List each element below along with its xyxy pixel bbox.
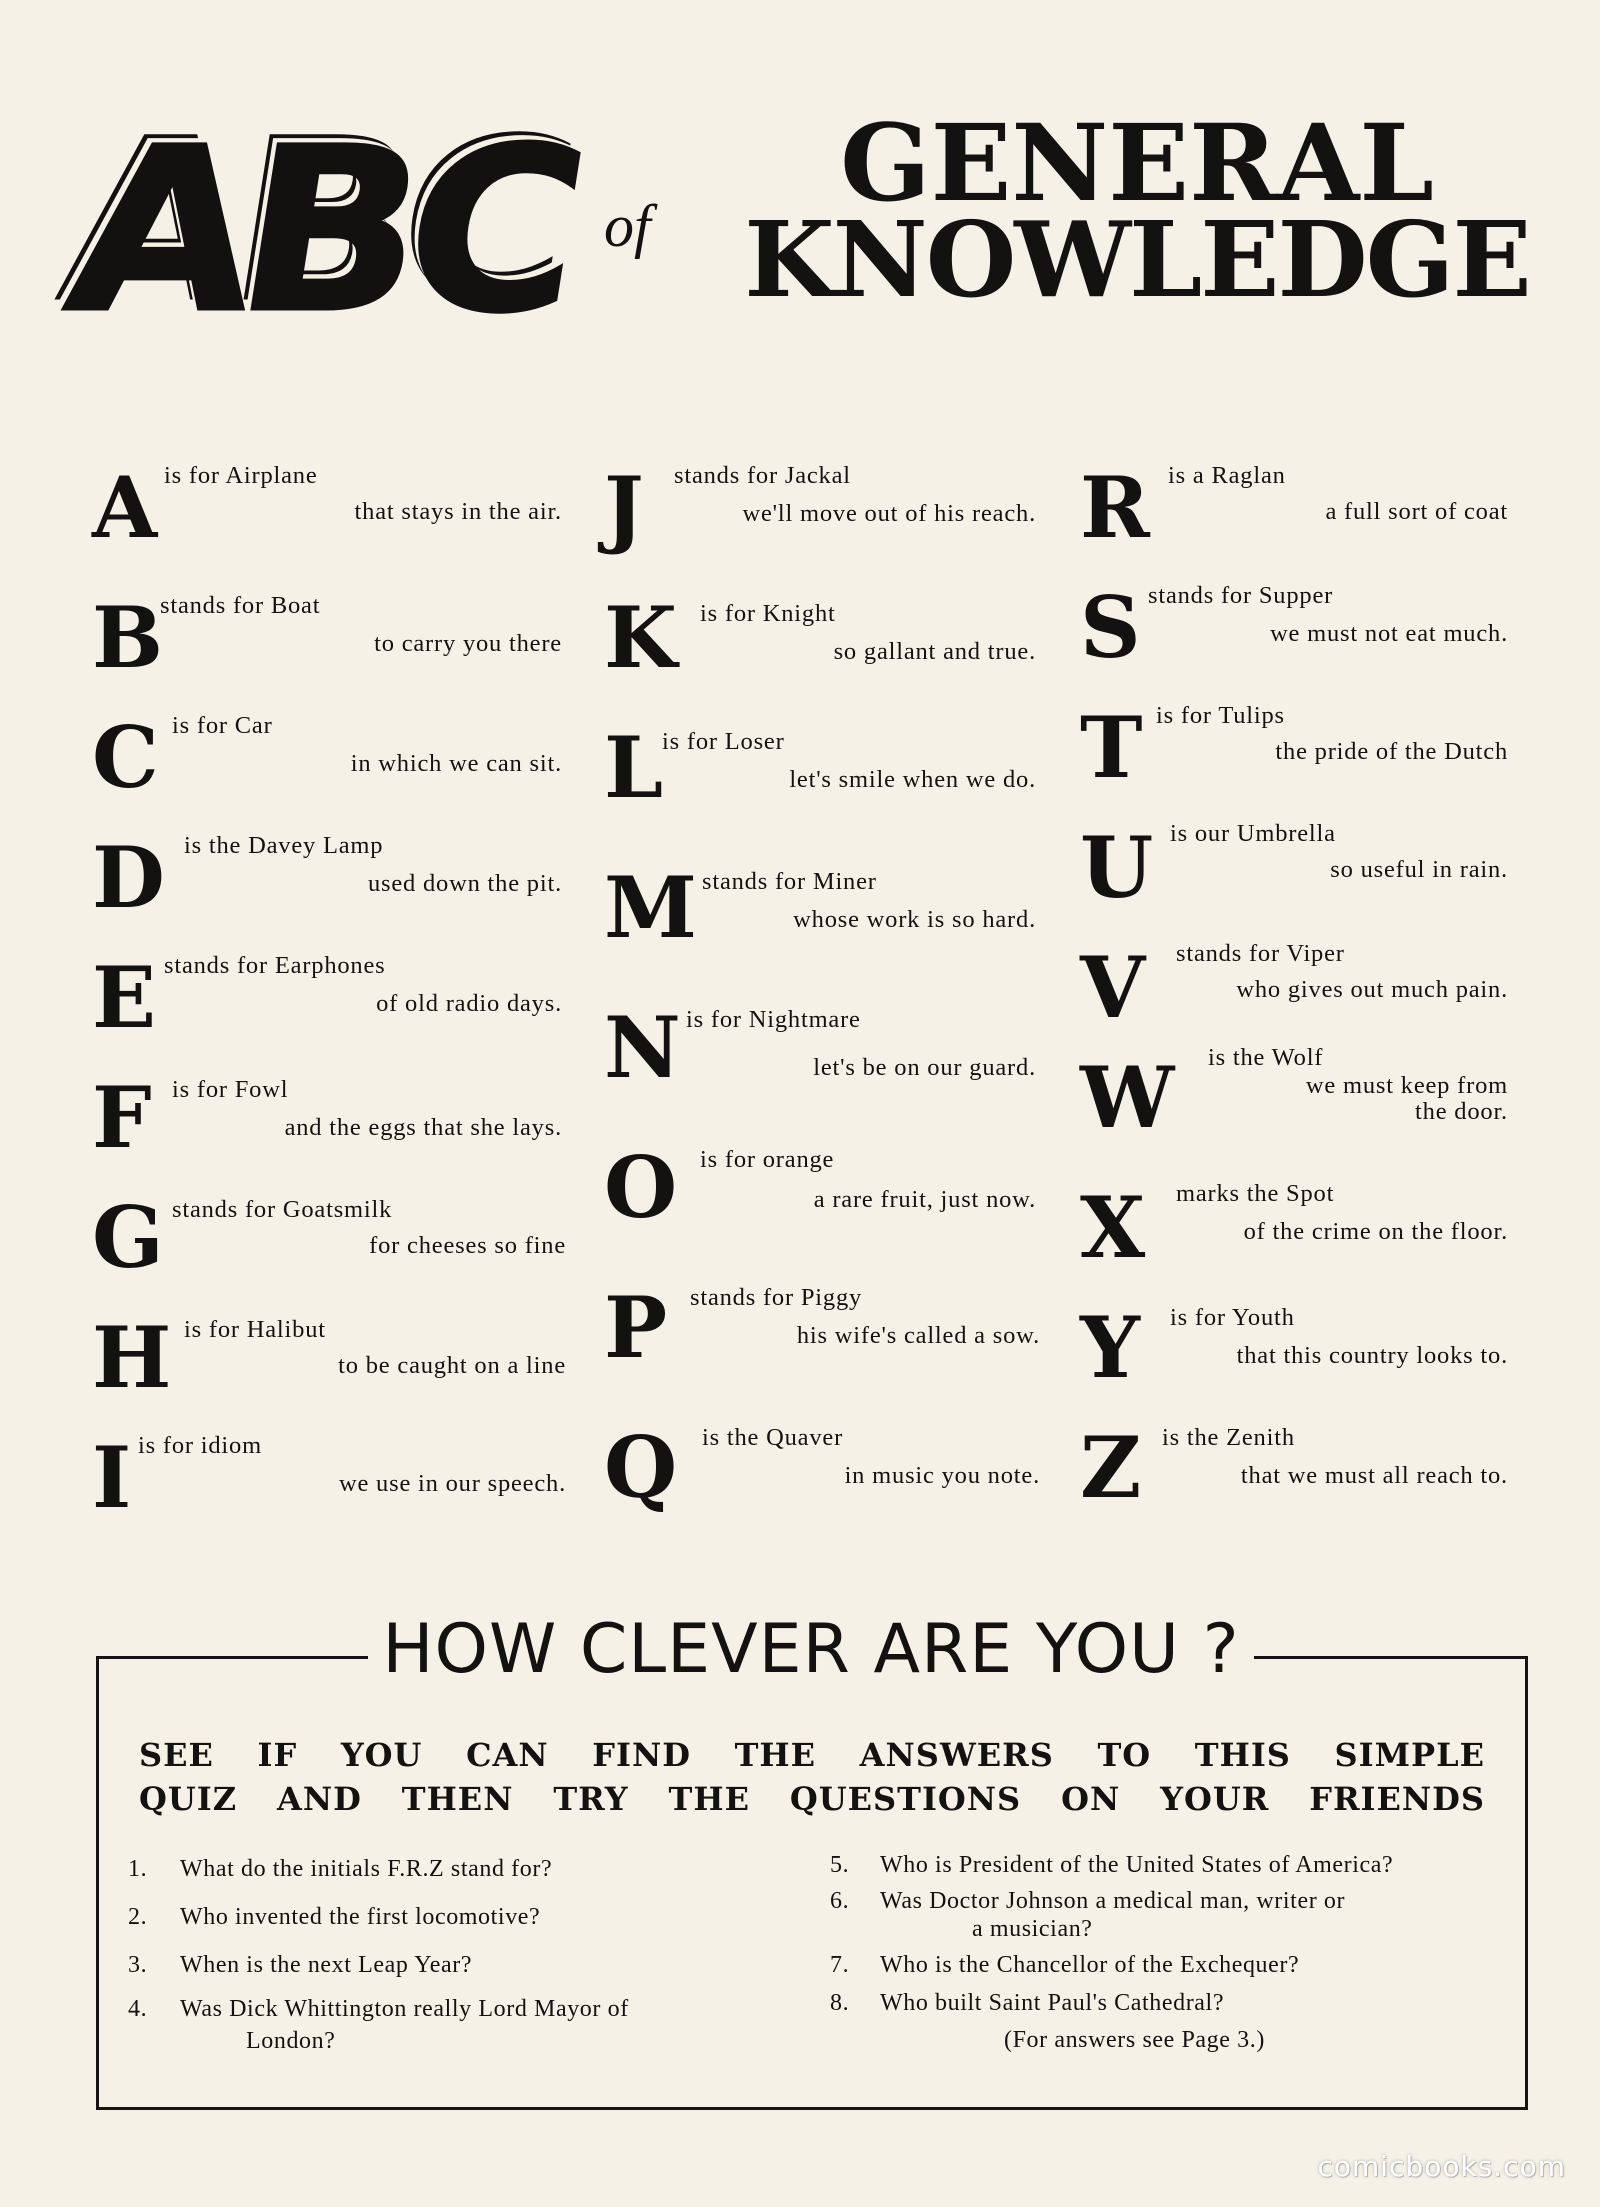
entry-letter: I (92, 1428, 132, 1527)
entry-line2: to be caught on a line (338, 1352, 566, 1379)
entry-line1: is for Knight (700, 600, 836, 627)
quiz-heading (96, 1610, 1526, 1689)
alphabet-entry-y (1080, 1296, 1508, 1406)
entry-letter: X (1080, 1178, 1146, 1277)
entry-line2: let's be on our guard. (813, 1054, 1036, 1081)
question-number: 1. (128, 1856, 148, 1882)
entry-letter: J (604, 458, 644, 557)
quiz-word: ON (1061, 1780, 1121, 1818)
entry-letter: O (604, 1138, 678, 1237)
question-number: 5. (830, 1852, 850, 1878)
quiz-word: YOU (340, 1736, 423, 1774)
entry-line2: that we must all reach to. (1240, 1462, 1508, 1489)
quiz-subtitle-line2 (139, 1780, 1485, 1818)
alphabet-entry-e (92, 946, 562, 1056)
entry-line1: is a Raglan (1168, 462, 1286, 489)
entry-line1: stands for Miner (702, 868, 877, 895)
entry-line2: for cheeses so fine (369, 1232, 566, 1259)
entry-line1: is for Fowl (172, 1076, 289, 1103)
alphabet-entry-i (92, 1426, 566, 1536)
quiz-word: CAN (466, 1736, 549, 1774)
alphabet-entry-m (604, 856, 1036, 966)
entry-line1: is for Halibut (184, 1316, 326, 1343)
quiz-word: THE (734, 1736, 816, 1774)
question-text: Was Dick Whittington really Lord Mayor of (180, 1996, 629, 2022)
entry-line1: is the Wolf (1208, 1044, 1324, 1071)
entry-letter: R (1080, 458, 1150, 557)
entry-line1: stands for Boat (160, 592, 321, 619)
alphabet-entry-l (604, 716, 1036, 826)
entry-letter: S (1080, 578, 1141, 677)
question-number: 6. (830, 1888, 850, 1914)
alphabet-entry-a (92, 456, 562, 566)
quiz-word: FIND (592, 1736, 691, 1774)
alphabet-entry-s (1080, 576, 1508, 686)
entry-line2: let's smile when we do. (789, 766, 1036, 793)
entry-line1: stands for Viper (1176, 940, 1345, 967)
entry-line1: is for Nightmare (686, 1006, 861, 1033)
entry-line2: in music you note. (844, 1462, 1040, 1489)
watermark: comicbooks.com (1317, 2150, 1566, 2183)
entry-line2: that stays in the air. (354, 498, 562, 525)
entry-letter: F (92, 1068, 152, 1167)
quiz-word: THEN (401, 1780, 514, 1818)
entry-line1: stands for Goatsmilk (172, 1196, 393, 1223)
alphabet-entry-z (1080, 1416, 1508, 1526)
answers-note: (For answers see Page 3.) (1004, 2027, 1265, 2053)
entry-line2: used down the pit. (367, 870, 562, 897)
entry-letter: U (1080, 818, 1154, 917)
entry-line2: of old radio days. (376, 990, 562, 1017)
question-text: Who invented the first locomotive? (180, 1904, 541, 1930)
quiz-word: SEE (139, 1736, 214, 1774)
entry-line2: we'll move out of his reach. (742, 500, 1036, 527)
entry-letter: M (604, 858, 697, 957)
entry-letter: B (92, 588, 163, 687)
alphabet-entry-n (604, 996, 1036, 1106)
entry-line2: to carry you there (374, 630, 562, 657)
quiz-word: SIMPLE (1334, 1736, 1485, 1774)
question-text: What do the initials F.R.Z stand for? (180, 1856, 553, 1882)
question-text-continued: a musician? (972, 1916, 1093, 1942)
entry-line2: who gives out much pain. (1236, 976, 1508, 1003)
entry-line1: is for Airplane (164, 462, 318, 489)
entry-line2: a rare fruit, just now. (813, 1186, 1036, 1213)
alphabet-entry-t (1080, 696, 1508, 806)
alphabet-entry-u (1080, 816, 1508, 926)
alphabet-entry-o (604, 1136, 1036, 1246)
entry-line1: stands for Earphones (164, 952, 386, 979)
quiz-word: QUESTIONS (789, 1780, 1022, 1818)
question-number: 7. (830, 1952, 850, 1978)
entry-line2: we must not eat much. (1270, 620, 1508, 647)
entry-letter: V (1080, 938, 1146, 1037)
question-text: Who is President of the United States of America? (880, 1852, 1394, 1878)
entry-letter: N (604, 998, 681, 1097)
alphabet-entry-j (604, 456, 1036, 566)
entry-line2: his wife's called a sow. (796, 1322, 1040, 1349)
entry-letter: Y (1080, 1298, 1140, 1397)
entry-line2: we must keep from (1305, 1072, 1508, 1099)
alphabet-entry-q (604, 1416, 1040, 1526)
entry-letter: E (92, 948, 157, 1047)
entry-line1: is for idiom (138, 1432, 262, 1459)
entry-letter: C (92, 708, 159, 807)
entry-line1: stands for Supper (1148, 582, 1334, 609)
entry-letter: P (604, 1278, 668, 1377)
entry-line1: is the Davey Lamp (184, 832, 384, 859)
question-text-continued: London? (246, 2028, 336, 2054)
entry-letter: T (1080, 698, 1143, 797)
quiz-subtitle-line1 (139, 1736, 1485, 1774)
quiz-word: YOUR (1160, 1780, 1270, 1818)
abc-logo: ABC (53, 98, 589, 363)
entry-letter: L (604, 718, 664, 817)
quiz-word: ANSWERS (859, 1736, 1054, 1774)
quiz-word: THE (668, 1780, 750, 1818)
quiz-word: TO (1097, 1736, 1152, 1774)
quiz-word: QUIZ (139, 1780, 238, 1818)
entry-line2: that this country looks to. (1236, 1342, 1508, 1369)
entry-letter: K (604, 588, 678, 687)
entry-line1: is for Loser (662, 728, 785, 755)
entry-line2: in which we can sit. (350, 750, 562, 777)
alphabet-entry-v (1080, 936, 1508, 1046)
entry-letter: H (92, 1308, 172, 1407)
quiz-word: THIS (1194, 1736, 1291, 1774)
alphabet-entry-g (92, 1186, 566, 1296)
quiz-word: TRY (553, 1780, 629, 1818)
quiz-word: IF (257, 1736, 298, 1774)
alphabet-entry-k (604, 586, 1036, 696)
entry-line1: stands for Piggy (690, 1284, 863, 1311)
alphabet-entry-h (92, 1306, 566, 1416)
entry-line2: so gallant and true. (833, 638, 1036, 665)
entry-letter: D (92, 828, 165, 927)
entry-line2: and the eggs that she lays. (284, 1114, 562, 1141)
page-title (742, 100, 1532, 321)
question-number: 3. (128, 1952, 148, 1978)
entry-line1: stands for Jackal (674, 462, 851, 489)
alphabet-entry-f (92, 1066, 562, 1176)
quiz-word: AND (277, 1780, 362, 1818)
entry-letter: G (92, 1188, 164, 1287)
entry-line1: is the Zenith (1162, 1424, 1295, 1451)
entry-line1: is for Tulips (1156, 702, 1285, 729)
entry-line2: of the crime on the floor. (1243, 1218, 1508, 1245)
quiz-heading-text: HOW CLEVER ARE YOU ? (368, 1610, 1253, 1689)
entry-line1: is the Quaver (702, 1424, 844, 1451)
of-word: of (604, 193, 651, 259)
entry-line2: a full sort of coat (1325, 498, 1508, 525)
entry-line1: is for orange (700, 1146, 835, 1173)
entry-line1: is for Youth (1170, 1304, 1295, 1331)
entry-letter: Q (604, 1418, 678, 1517)
entry-letter: W (1080, 1048, 1175, 1147)
entry-letter: A (92, 458, 158, 557)
quiz-word: FRIENDS (1309, 1780, 1485, 1818)
alphabet-entry-d (92, 826, 562, 936)
question-text: Was Doctor Johnson a medical man, writer or (880, 1888, 1346, 1914)
entry-line2: we use in our speech. (338, 1470, 566, 1497)
entry-line1: is our Umbrella (1170, 820, 1336, 847)
entry-line2: whose work is so hard. (793, 906, 1036, 933)
alphabet-entry-r (1080, 456, 1508, 566)
alphabet-entry-w (1080, 1046, 1508, 1156)
entry-line2: the pride of the Dutch (1275, 738, 1508, 765)
question-number: 8. (830, 1990, 850, 2016)
entry-line2: so useful in rain. (1330, 856, 1508, 883)
entry-line3: the door. (1415, 1098, 1508, 1125)
entry-letter: Z (1080, 1418, 1142, 1517)
alphabet-entry-c (92, 706, 562, 816)
alphabet-entry-x (1080, 1176, 1508, 1286)
alphabet-entry-b (92, 586, 562, 696)
question-text: Who built Saint Paul's Cathedral? (880, 1990, 1225, 2016)
question-number: 2. (128, 1904, 148, 1930)
title-line-general: GENERAL (840, 100, 1434, 225)
entry-line1: marks the Spot (1176, 1180, 1335, 1207)
question-text: Who is the Chancellor of the Exchequer? (880, 1952, 1300, 1978)
title-line-knowledge: KNOWLEDGE (744, 198, 1530, 321)
entry-line1: is for Car (172, 712, 273, 739)
alphabet-entry-p (604, 1276, 1040, 1386)
question-text: When is the next Leap Year? (180, 1952, 473, 1978)
question-number: 4. (128, 1996, 148, 2022)
